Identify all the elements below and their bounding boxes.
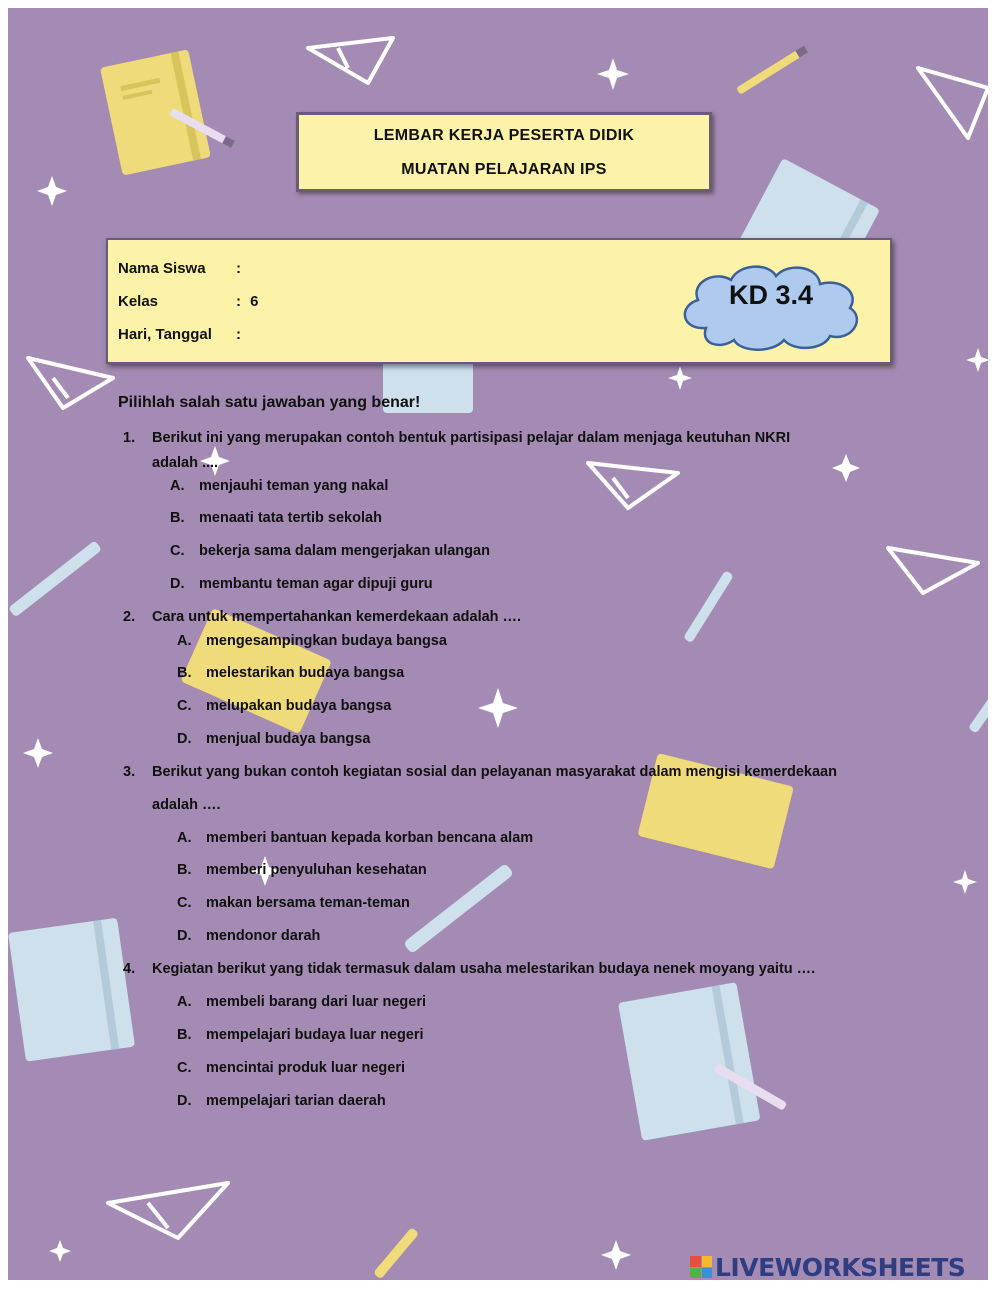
question-number: 2.: [123, 609, 136, 625]
option-text: mempelajari budaya luar negeri: [206, 1027, 424, 1043]
question-text-continued: adalah ....: [152, 455, 219, 471]
option-letter: D.: [177, 1093, 192, 1109]
logo-text: LIVEWORKSHEETS: [715, 1252, 966, 1282]
option-letter: B.: [177, 665, 192, 681]
separator: :: [236, 326, 241, 343]
option-letter: B.: [177, 862, 192, 878]
option-text: melestarikan budaya bangsa: [206, 665, 405, 681]
answer-option[interactable]: [177, 665, 404, 681]
pencil-illustration: [968, 679, 988, 734]
answer-option[interactable]: [170, 478, 388, 494]
paper-plane-illustration: [108, 1183, 228, 1238]
option-text: memberi bantuan kepada korban bencana alam: [206, 830, 534, 846]
option-text: mengesampingkan budaya bangsa: [206, 633, 447, 649]
question-2: [123, 609, 521, 625]
class-row: [118, 293, 259, 310]
student-name-row: [118, 260, 246, 277]
separator: :: [236, 260, 241, 277]
notebook-illustration: [100, 49, 211, 175]
date-row: [118, 326, 246, 343]
pencil-illustration: [8, 540, 102, 617]
subject-title: MUATAN PELAJARAN IPS: [401, 161, 607, 178]
option-text: membantu teman agar dipuji guru: [199, 576, 433, 592]
option-text: mempelajari tarian daerah: [206, 1093, 386, 1109]
option-text: bekerja sama dalam mengerjakan ulangan: [199, 543, 490, 559]
option-letter: D.: [177, 928, 192, 944]
question-text: Kegiatan berikut yang tidak termasuk dalam usaha melestarikan budaya nenek moyang yaitu ….: [152, 961, 816, 977]
logo-badge-icon: [690, 1256, 712, 1278]
answer-option[interactable]: [177, 1093, 386, 1109]
paper-plane-illustration: [888, 548, 978, 593]
class-value: 6: [250, 293, 259, 310]
worksheet-page: [8, 8, 988, 1280]
option-letter: B.: [177, 1027, 192, 1043]
kd-badge: KD 3.4: [728, 280, 814, 310]
option-text: mencintai produk luar negeri: [206, 1060, 406, 1076]
answer-option[interactable]: [177, 830, 533, 846]
background-decoration: [8, 8, 988, 1280]
pencil-illustration: [683, 570, 734, 643]
question-text: Berikut ini yang merupakan contoh bentuk partisipasi pelajar dalam menjaga keutuhan NKRI: [152, 430, 791, 446]
question-1: [123, 430, 790, 446]
option-text: membeli barang dari luar negeri: [206, 994, 426, 1010]
answer-option[interactable]: [177, 895, 410, 911]
question-number: 3.: [123, 764, 136, 780]
question-text: Berikut yang bukan contoh kegiatan sosial dan pelayanan masyarakat dalam mengisi kemerdekaan: [152, 764, 837, 780]
question-4: [123, 961, 815, 977]
question-text-continued: adalah ….: [152, 797, 221, 813]
answer-option[interactable]: [170, 576, 433, 592]
notebook-illustration: [618, 982, 760, 1141]
answer-option[interactable]: [177, 1060, 405, 1076]
date-label: Hari, Tanggal: [118, 326, 212, 343]
answer-option[interactable]: [170, 510, 382, 526]
answer-option[interactable]: [177, 633, 447, 649]
answer-option[interactable]: [177, 731, 370, 747]
student-name-label: Nama Siswa: [118, 260, 206, 277]
class-label: Kelas: [118, 293, 159, 310]
option-text: melupakan budaya bangsa: [206, 698, 392, 714]
paper-plane-illustration: [308, 38, 393, 83]
option-text: menjauhi teman yang nakal: [199, 478, 389, 494]
worksheet-title-box: [296, 112, 712, 192]
answer-option[interactable]: [177, 928, 320, 944]
option-text: menjual budaya bangsa: [206, 731, 371, 747]
option-letter: A.: [177, 633, 192, 649]
notebook-illustration: [8, 918, 135, 1062]
answer-option[interactable]: [177, 1027, 424, 1043]
option-letter: A.: [177, 994, 192, 1010]
option-text: mendonor darah: [206, 928, 321, 944]
option-letter: A.: [177, 830, 192, 846]
answer-option[interactable]: [177, 698, 391, 714]
option-text: memberi penyuluhan kesehatan: [206, 862, 427, 878]
option-text: menaati tata tertib sekolah: [199, 510, 382, 526]
option-letter: A.: [170, 478, 185, 494]
pencil-illustration: [736, 46, 808, 95]
answer-option[interactable]: [177, 994, 426, 1010]
answer-option[interactable]: [177, 862, 427, 878]
worksheet-title: LEMBAR KERJA PESERTA DIDIK: [373, 127, 635, 144]
question-number: 1.: [123, 430, 136, 446]
option-letter: D.: [177, 731, 192, 747]
pencil-illustration: [373, 1227, 419, 1279]
liveworksheets-logo[interactable]: [690, 1252, 965, 1282]
option-letter: D.: [170, 576, 185, 592]
option-letter: C.: [177, 1060, 192, 1076]
question-number: 4.: [123, 961, 136, 977]
instruction-text: Pilihlah salah satu jawaban yang benar!: [118, 394, 421, 411]
paper-plane-illustration: [918, 68, 988, 138]
separator: :: [236, 293, 241, 310]
option-letter: C.: [170, 543, 185, 559]
option-letter: C.: [177, 698, 192, 714]
paper-plane-illustration: [28, 358, 113, 408]
question-text: Cara untuk mempertahankan kemerdekaan adalah ….: [152, 609, 522, 625]
student-info-box: [106, 238, 892, 364]
question-3: [123, 764, 837, 780]
option-letter: B.: [170, 510, 185, 526]
option-text: makan bersama teman-teman: [206, 895, 410, 911]
paper-plane-illustration: [588, 463, 678, 508]
answer-option[interactable]: [170, 543, 490, 559]
option-letter: C.: [177, 895, 192, 911]
